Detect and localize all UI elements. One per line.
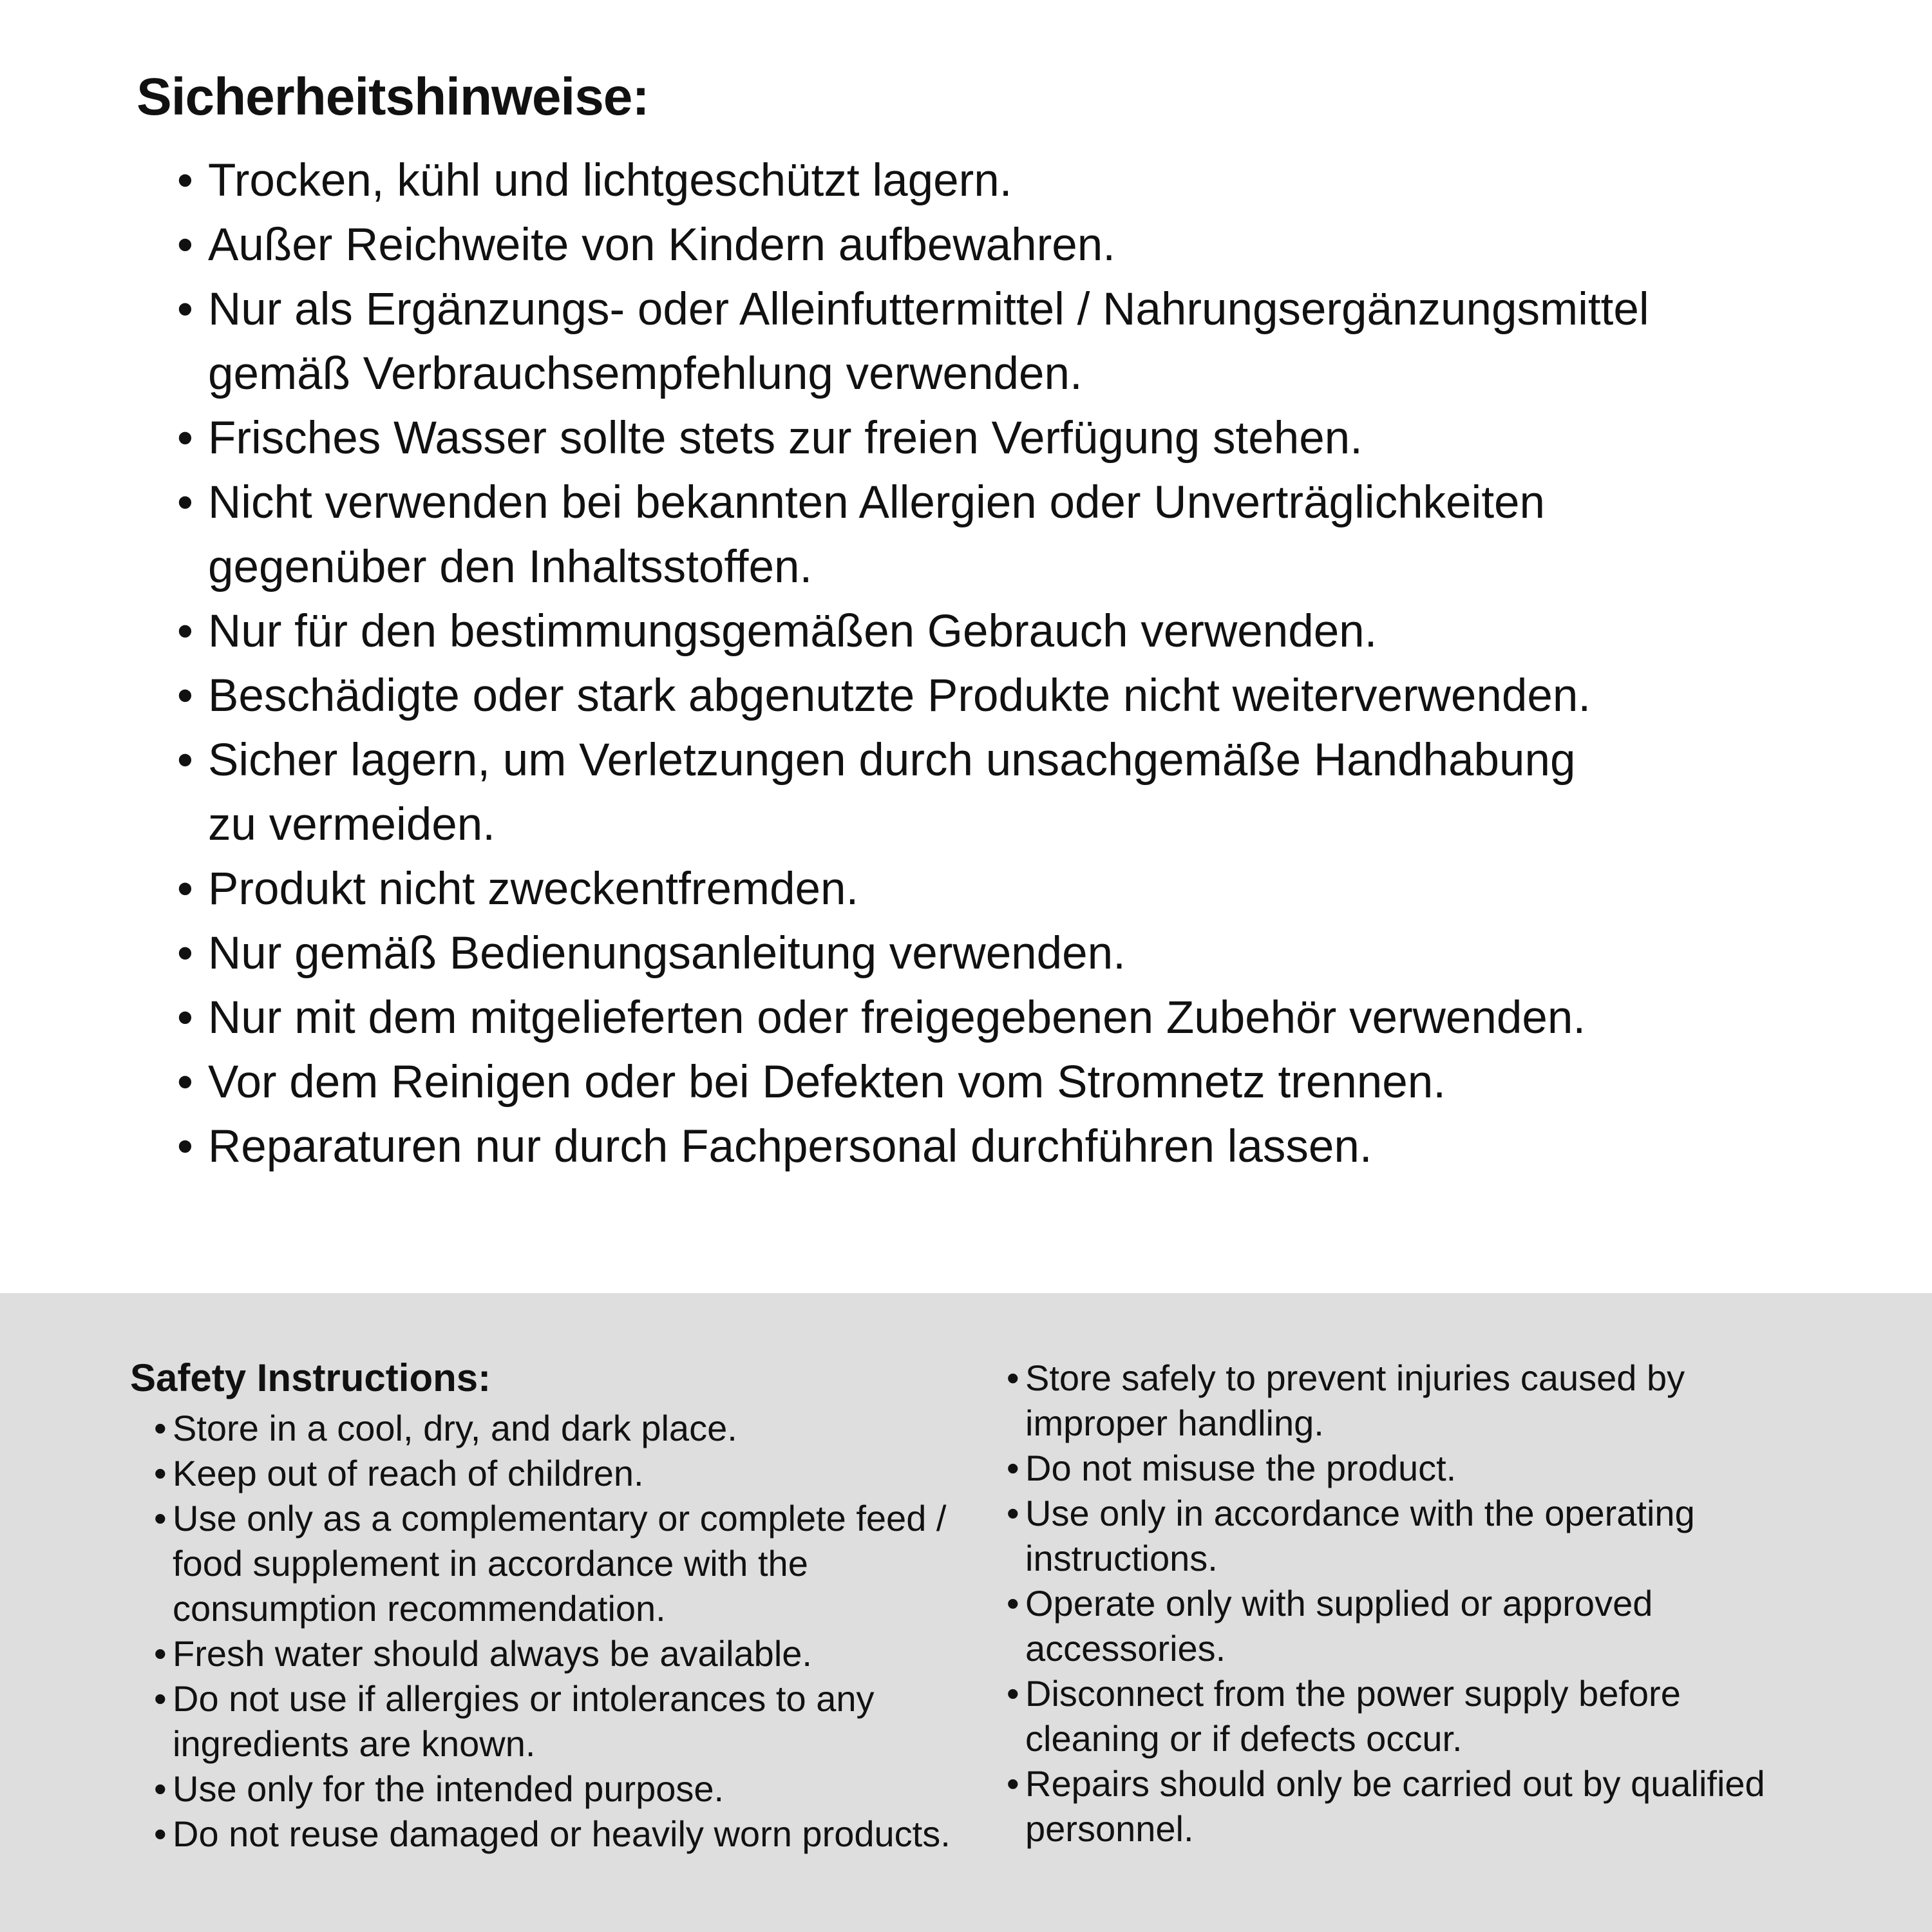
list-item-text: accessories. — [1025, 1628, 1226, 1669]
list-item-text: Do not misuse the product. — [1025, 1448, 1457, 1488]
list-item-text: Frisches Wasser sollte stets zur freien Verfügung stehen. — [208, 413, 1363, 464]
list-item-text: Repairs should only be carried out by qualified — [1025, 1763, 1765, 1804]
list-item — [1007, 1671, 1765, 1761]
list-item-text: Fresh water should always be available. — [173, 1633, 812, 1674]
list-item — [154, 1766, 951, 1812]
bullet-marker: • — [154, 1814, 167, 1854]
bullet-marker: • — [177, 220, 193, 270]
list-item — [154, 1451, 951, 1496]
list-item-text: consumption recommendation. — [173, 1588, 666, 1629]
list-item — [177, 728, 1649, 857]
bullet-marker: • — [1007, 1763, 1019, 1804]
list-item-text: ingredients are known. — [173, 1723, 536, 1764]
list-item — [177, 600, 1649, 664]
bullet-marker: • — [177, 606, 193, 657]
bullet-marker: • — [1007, 1583, 1019, 1624]
list-item-text: Operate only with supplied or approved — [1025, 1583, 1653, 1624]
list-item-text: Nur als Ergänzungs- oder Alleinfuttermittel / Nahrungsergänzungsmittel — [208, 284, 1649, 335]
list-item-text: Nur mit dem mitgelieferten oder freigegebenen Zubehör verwenden. — [208, 992, 1586, 1043]
bullet-marker: • — [177, 928, 193, 979]
list-item-text: Produkt nicht zweckentfremden. — [208, 864, 859, 914]
list-item-text: Nicht verwenden bei bekannten Allergien oder Unverträglichkeiten — [208, 477, 1546, 528]
list-item — [1007, 1761, 1765, 1852]
list-item-text: Do not reuse damaged or heavily worn products. — [173, 1814, 951, 1854]
list-item-text: Store safely to prevent injuries caused by — [1025, 1358, 1685, 1398]
bullet-marker: • — [1007, 1673, 1019, 1714]
list-item-text: Do not use if allergies or intolerances to any — [173, 1678, 875, 1719]
bullet-marker: • — [1007, 1493, 1019, 1533]
list-item — [154, 1406, 951, 1451]
bullet-marker: • — [1007, 1358, 1019, 1398]
german-heading: Sicherheitshinweise: — [137, 68, 649, 126]
list-item — [177, 278, 1649, 406]
list-item — [177, 149, 1649, 213]
list-item-text: gemäß Verbrauchsempfehlung verwenden. — [208, 348, 1083, 399]
list-item-text: Reparaturen nur durch Fachpersonal durchführen lassen. — [208, 1121, 1372, 1172]
list-item-text: Beschädigte oder stark abgenutzte Produkte nicht weiterverwenden. — [208, 670, 1591, 721]
english-heading: Safety Instructions: — [130, 1356, 491, 1399]
bullet-marker: • — [154, 1453, 167, 1493]
list-item — [154, 1676, 951, 1766]
list-item — [154, 1496, 951, 1631]
list-item-text: cleaning or if defects occur. — [1025, 1718, 1463, 1759]
list-item-text: Vor dem Reinigen oder bei Defekten vom Stromnetz trennen. — [208, 1057, 1446, 1108]
list-item-text: gegenüber den Inhaltsstoffen. — [208, 542, 813, 592]
bullet-marker: • — [154, 1678, 167, 1719]
list-item — [1007, 1446, 1765, 1491]
list-item-text: Nur für den bestimmungsgemäßen Gebrauch verwenden. — [208, 606, 1378, 657]
german-bullet-list — [177, 149, 1649, 1179]
list-item — [177, 664, 1649, 728]
bullet-marker: • — [177, 284, 193, 335]
list-item-text: Nur gemäß Bedienungsanleitung verwenden. — [208, 928, 1126, 979]
list-item — [177, 406, 1649, 471]
bullet-marker: • — [177, 735, 193, 786]
bullet-marker: • — [154, 1498, 167, 1539]
list-item-text: Use only as a complementary or complete feed / — [173, 1498, 947, 1539]
list-item — [1007, 1581, 1765, 1671]
list-item-text: Trocken, kühl und lichtgeschützt lagern. — [208, 155, 1012, 206]
english-right-list — [1007, 1356, 1765, 1852]
bullet-marker: • — [154, 1633, 167, 1674]
list-item-text: Disconnect from the power supply before — [1025, 1673, 1681, 1714]
bullet-marker: • — [154, 1408, 167, 1448]
list-item-text: improper handling. — [1025, 1403, 1324, 1443]
list-item — [177, 986, 1649, 1050]
list-item — [177, 857, 1649, 922]
list-item — [1007, 1491, 1765, 1581]
bullet-marker: • — [177, 992, 193, 1043]
bullet-marker: • — [177, 477, 193, 528]
list-item — [177, 1115, 1649, 1179]
bullet-marker: • — [1007, 1448, 1019, 1488]
list-item-text: instructions. — [1025, 1538, 1218, 1578]
list-item — [154, 1812, 951, 1857]
bullet-marker: • — [177, 1121, 193, 1172]
list-item — [177, 213, 1649, 278]
bullet-marker: • — [177, 413, 193, 464]
list-item — [1007, 1356, 1765, 1446]
list-item-text: Außer Reichweite von Kindern aufbewahren. — [208, 220, 1115, 270]
english-section — [0, 1293, 1932, 1932]
list-item-text: Store in a cool, dry, and dark place. — [173, 1408, 737, 1448]
list-item — [154, 1631, 951, 1676]
list-item — [177, 1050, 1649, 1115]
list-item-text: food supplement in accordance with the — [173, 1543, 808, 1584]
list-item-text: Keep out of reach of children. — [173, 1453, 644, 1493]
english-left-list — [154, 1406, 951, 1857]
list-item — [177, 471, 1649, 600]
list-item-text: Sicher lagern, um Verletzungen durch unsachgemäße Handhabung — [208, 735, 1576, 786]
list-item-text: Use only in accordance with the operating — [1025, 1493, 1695, 1533]
list-item-text: personnel. — [1025, 1808, 1194, 1849]
bullet-marker: • — [177, 1057, 193, 1108]
bullet-marker: • — [177, 155, 193, 206]
list-item-text: zu vermeiden. — [208, 799, 495, 850]
bullet-marker: • — [177, 670, 193, 721]
list-item — [177, 922, 1649, 986]
bullet-marker: • — [177, 864, 193, 914]
list-item-text: Use only for the intended purpose. — [173, 1768, 724, 1809]
bullet-marker: • — [154, 1768, 167, 1809]
